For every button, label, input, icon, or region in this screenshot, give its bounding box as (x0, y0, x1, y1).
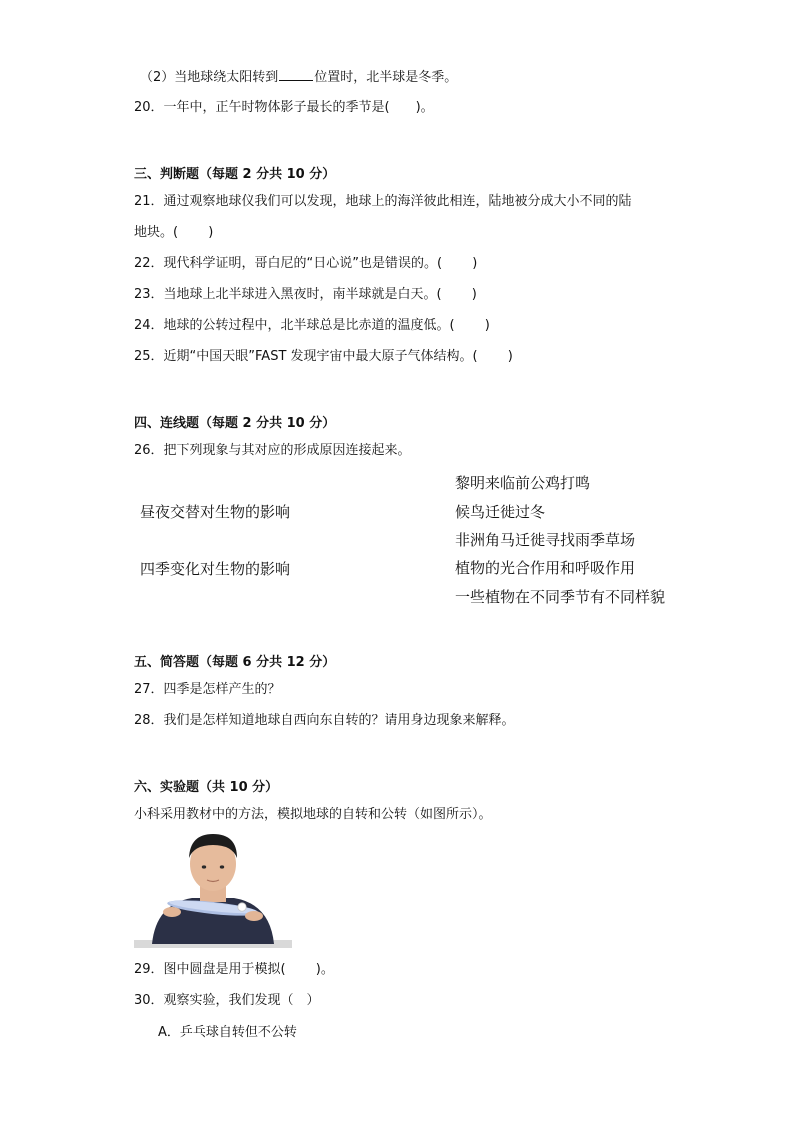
match-right-5: 一些植物在不同季节有不同样貌 (455, 588, 666, 606)
question-19-part-2 (140, 68, 457, 87)
question-30-option-a: A．乒乓球自转但不公转 (158, 1025, 297, 1040)
section-6-heading: 六、实验题（共 10 分） (134, 780, 279, 795)
question-25: 25．近期“中国天眼”FAST 发现宇宙中最大原子气体结构。( ) (134, 349, 513, 364)
section-3-heading: 三、判断题（每题 2 分共 10 分） (134, 167, 336, 182)
boy-with-disk-illustration (134, 832, 292, 948)
match-right-1: 黎明来临前公鸡打鸣 (455, 474, 591, 492)
question-24: 24．地球的公转过程中，北半球总是比赤道的温度低。( ) (134, 318, 490, 333)
match-left-2: 四季变化对生物的影响 (140, 560, 291, 578)
question-21-line-1: 21．通过观察地球仪我们可以发现，地球上的海洋彼此相连，陆地被分成大小不同的陆 (134, 194, 632, 209)
question-22: 22．现代科学证明，哥白尼的“日心说”也是错误的。( ) (134, 256, 478, 271)
question-23: 23．当地球上北半球进入黑夜时，南半球就是白天。( ) (134, 287, 477, 302)
match-right-3: 非洲角马迁徙寻找雨季草场 (455, 531, 636, 549)
question-20: 20．一年中，正午时物体影子最长的季节是( )。 (134, 100, 434, 115)
match-right-2: 候鸟迁徙过冬 (455, 503, 546, 521)
section-5-heading: 五、简答题（每题 6 分共 12 分） (134, 655, 336, 670)
question-21-line-2: 地块。( ) (134, 225, 214, 240)
section-4-heading: 四、连线题（每题 2 分共 10 分） (134, 416, 336, 431)
match-right-4: 植物的光合作用和呼吸作用 (455, 559, 636, 577)
question-26: 26．把下列现象与其对应的形成原因连接起来。 (134, 443, 411, 458)
question-19-text-pre: （2）当地球绕太阳转到 (140, 70, 279, 85)
question-19-text-post: 位置时，北半球是冬季。 (314, 70, 458, 85)
answer-blank (279, 68, 313, 81)
question-30: 30．观察实验，我们发现（ ） (134, 993, 320, 1008)
section-6-intro: 小科采用教材中的方法，模拟地球的自转和公转（如图所示）。 (134, 807, 492, 822)
question-27: 27．四季是怎样产生的？ (134, 682, 281, 697)
experiment-photo (134, 832, 292, 948)
question-28: 28．我们是怎样知道地球自西向东自转的？请用身边现象来解释。 (134, 713, 515, 728)
question-29: 29．图中圆盘是用于模拟( )。 (134, 962, 334, 977)
match-left-1: 昼夜交替对生物的影响 (140, 503, 291, 521)
